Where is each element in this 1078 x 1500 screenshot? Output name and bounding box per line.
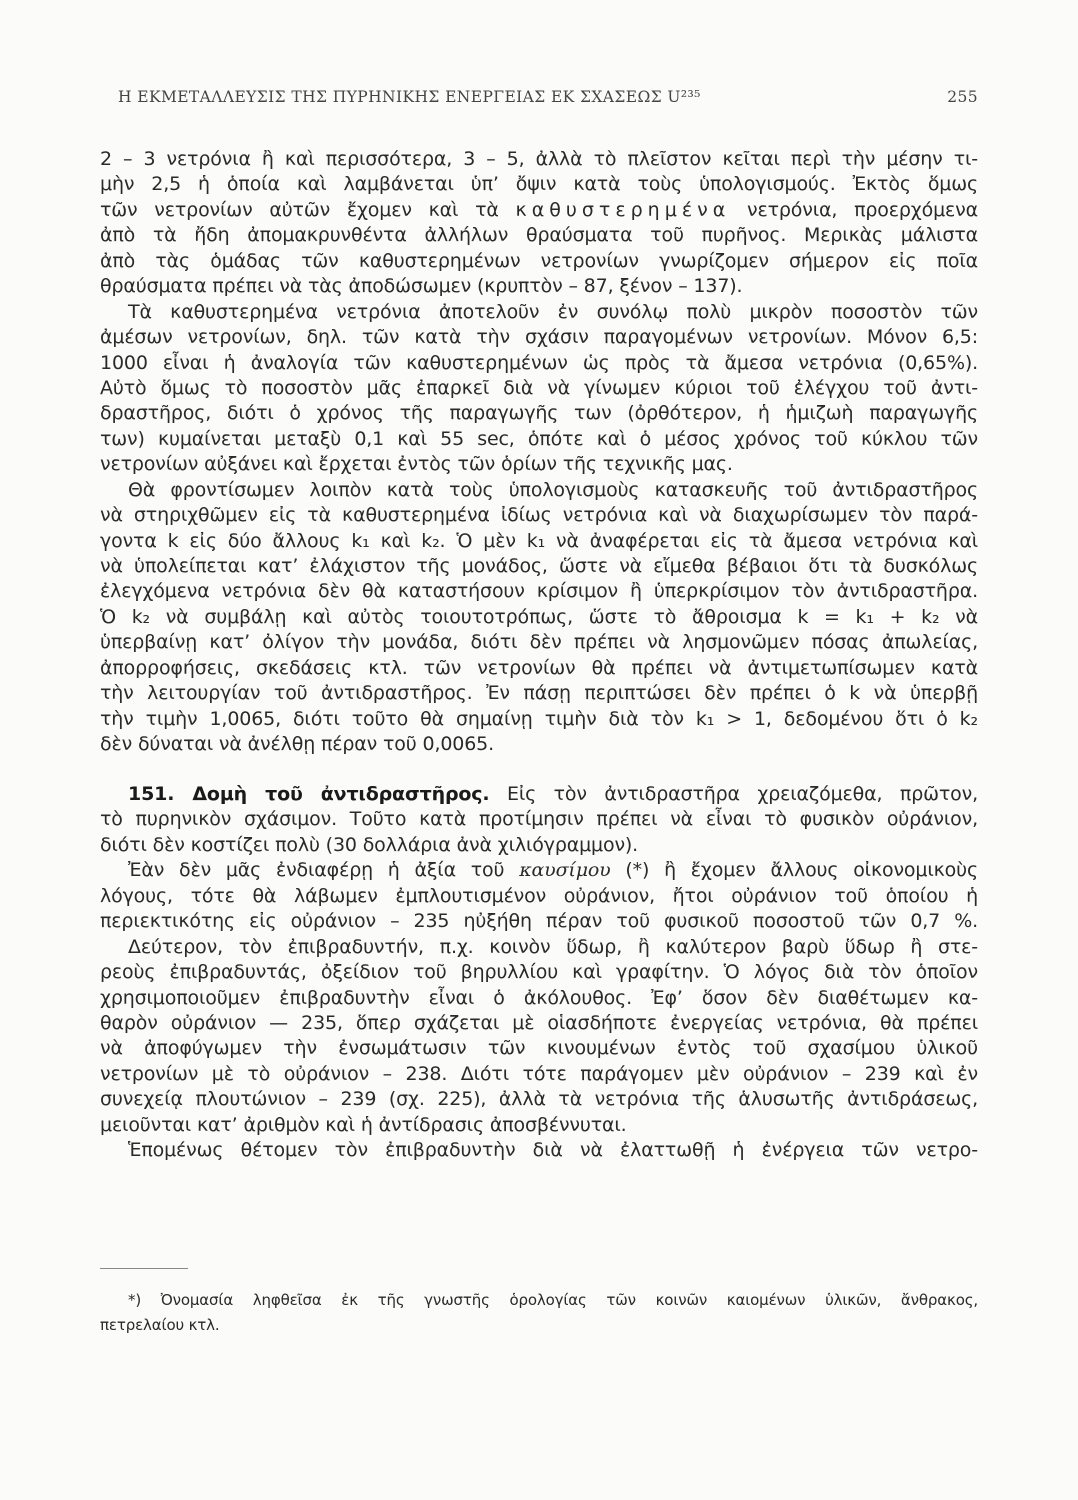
text-run: τὴν λειτουργίαν τοῦ ἀντιδραστῆρος. Ἐν πάσῃ περιπτώσει δὲν πρέπει ὁ k νὰ ὑπερβῇ <box>100 682 978 705</box>
text-run: συνεχείᾳ πλουτώνιον – 239 (σχ. 225), ἀλλὰ τὰ νετρόνια τῆς ἁλυσωτῆς ἀντιδράσεως, <box>100 1088 978 1111</box>
text-run: νὰ ὑπολείπεται κατ’ ἐλάχιστον τῆς μονάδος, ὥστε νὰ εἴμεθα βέβαιοι ὅτι τὰ δυσκόλως <box>100 555 978 577</box>
text-line <box>100 630 978 655</box>
text-run: Θὰ φροντίσωμεν λοιπὸν κατὰ τοὺς ὑπολογισμοὺς κατασκευῆς τοῦ ἀντιδραστῆρος <box>128 478 978 501</box>
text-line <box>100 833 978 858</box>
text-run: ἀμέσων νετρονίων, δηλ. τῶν κατὰ τὴν σχάσιν παραγομένων νετρονίων. Μόνον 6,5: <box>100 326 978 349</box>
text-line <box>100 732 978 757</box>
text-line <box>100 274 978 299</box>
text-run: γοντα k εἰς δύο ἄλλους k₁ καὶ k₂. Ὁ μὲν k₁ νὰ ἀναφέρεται εἰς τὰ ἄμεσα νετρόνια καὶ <box>100 529 978 552</box>
text-run: δὲν δύναται νὰ ἀνέλθῃ πέραν τοῦ 0,0065. <box>100 733 494 756</box>
text-run: πετρελαίου κτλ. <box>100 1316 220 1334</box>
text-line <box>100 478 978 503</box>
text-line <box>100 198 978 223</box>
text-line <box>100 503 978 528</box>
text-line <box>100 300 978 325</box>
page-number: 255 <box>947 88 978 106</box>
text-run: τὸ πυρηνικὸν σχάσιμον. Τοῦτο κατὰ προτίμησιν πρέπει νὰ εἶναι τὸ φυσικὸν οὐράνιον, <box>100 808 978 831</box>
text-run: τῶν νετρονίων αὐτῶν ἔχομεν καὶ τὰ <box>100 198 516 221</box>
text-run: νὰ ἀποφύγωμεν τὴν ἐνσωμάτωσιν τῶν κινουμένων ἐντὸς τοῦ σχασίμου ὑλικοῦ <box>100 1037 978 1060</box>
text-line <box>100 656 978 681</box>
text-run: χρησιμοποιοῦμεν ἐπιβραδυντὴν εἶναι ὁ ἀκόλουθος. Ἐφ’ ὅσον δὲν διαθέτωμεν κα- <box>100 986 978 1009</box>
text-run: μειοῦνται κατ’ ἀριθμὸν καὶ ἡ ἀντίδρασις ἀποσβέννυται. <box>100 1113 627 1136</box>
text-run: Αὐτὸ ὅμως τὸ ποσοστὸν μᾶς ἐπαρκεῖ διὰ νὰ γίνωμεν κύριοι τοῦ ἐλέγχου τοῦ ἀντι- <box>100 376 978 399</box>
text-line <box>100 782 978 807</box>
text-run: νετρόνια, προερχόμενα <box>730 198 978 221</box>
text-run: 2 – 3 νετρόνια ἢ καὶ περισσότερα, 3 – 5, ἀλλὰ τὸ πλεῖστον κεῖται περὶ τὴν μέσην τι- <box>100 148 978 170</box>
text-run: τὴν τιμὴν 1,0065, διότι τοῦτο θὰ σημαίνῃ τιμὴν διὰ τὸν k₁ > 1, δεδομένου ὅτι ὁ k₂ <box>100 707 978 730</box>
text-run: νὰ στηριχθῶμεν εἰς τὰ καθυστερημένα ἰδίως νετρόνια καὶ νὰ διαχωρίσωμεν τὸν παρά- <box>100 504 978 527</box>
text-line <box>100 807 978 832</box>
text-run: νετρονίων μὲ τὸ οὐράνιον – 238. Διότι τότε παράγομεν μὲν οὐράνιον – 239 καὶ ἐν <box>100 1062 978 1085</box>
section-heading: 151. Δομὴ τοῦ ἀντιδραστῆρος. <box>128 783 490 805</box>
text-run: των) κυμαίνεται μεταξὺ 0,1 καὶ 55 sec, ὁπότε καὶ ὁ μέσος χρόνος τοῦ κύκλου τῶν <box>100 427 978 450</box>
text-line <box>100 605 978 630</box>
text-run: Δεύτερον, τὸν ἐπιβραδυντήν, π.χ. κοινὸν ὕδωρ, ἢ καλύτερον βαρὺ ὕδωρ ἢ στε- <box>128 935 978 958</box>
text-run: ἀπορροφήσεις, σκεδάσεις κτλ. τῶν νετρονίων θὰ πρέπει νὰ ἀντιμετωπίσωμεν κατὰ <box>100 656 978 679</box>
text-line <box>100 986 978 1011</box>
italic-term: καυσίμου <box>519 859 611 882</box>
text-line <box>100 1036 978 1061</box>
text-line <box>100 427 978 452</box>
text-run: (*) ἢ ἔχομεν ἄλλους οἰκονομικοὺς <box>610 859 978 882</box>
text-line <box>100 351 978 376</box>
text-line <box>100 884 978 909</box>
text-run: Τὰ καθυστερημένα νετρόνια ἀποτελοῦν ἐν συνόλῳ πολὺ μικρὸν ποσοστὸν τῶν <box>128 300 978 323</box>
text-line <box>100 960 978 985</box>
text-line <box>100 401 978 426</box>
text-line <box>100 529 978 554</box>
text-line <box>100 1087 978 1112</box>
text-run: Ἑπομένως θέτομεν τὸν ἐπιβραδυντὴν διὰ νὰ ἐλαττωθῇ ἡ ἐνέργεια τῶν νετρο- <box>128 1139 978 1162</box>
text-run: ὑπερβαίνῃ κατ’ ὀλίγον τὴν μονάδα, διότι δὲν πρέπει νὰ λησμονῶμεν πόσας ἀπωλείας, <box>100 631 978 654</box>
footnote-line <box>100 1313 978 1338</box>
text-line <box>100 909 978 934</box>
text-run: ἀπὸ τὰ ἤδη ἀπομακρυνθέντα ἀλλήλων θραύσματα τοῦ πυρῆνος. Μερικὰς μάλιστα <box>100 224 978 247</box>
text-line <box>100 1138 978 1163</box>
emphasized-term: καθυστερημένα <box>515 198 731 221</box>
text-line <box>100 452 978 477</box>
text-run: *) Ὀνομασία ληφθεῖσα ἐκ τῆς γνωστῆς ὁρολογίας τῶν κοινῶν καιομένων ὑλικῶν, ἄνθρακος, <box>128 1291 978 1309</box>
running-title: Η ΕΚΜΕΤΑΛΛΕΥΣΙΣ ΤΗΣ ΠΥΡΗΝΙΚΗΣ ΕΝΕΡΓΕΙΑΣ ΕΚ ΣΧΑΣΕΩΣ U²³⁵ <box>118 88 701 106</box>
text-line <box>100 1113 978 1138</box>
text-run: ἐλεγχόμενα νετρόνια δὲν θὰ καταστήσουν κρίσιμον ἢ ὑπερκρίσιμον τὸν ἀντιδραστῆρα. <box>100 580 978 603</box>
text-line <box>100 579 978 604</box>
text-run: διότι δὲν κοστίζει πολὺ (30 δολλάρια ἀνὰ χιλιόγραμμον). <box>100 833 639 856</box>
text-run: περιεκτικότης εἰς οὐράνιον – 235 ηὐξήθη πέραν τοῦ φυσικοῦ ποσοστοῦ τῶν 0,7 %. <box>100 910 978 933</box>
running-header <box>118 88 978 114</box>
text-line <box>100 681 978 706</box>
text-line <box>100 935 978 960</box>
text-run: νετρονίων αὐξάνει καὶ ἔρχεται ἐντὸς τῶν ὁρίων τῆς τεχνικῆς μας. <box>100 453 733 476</box>
text-line <box>100 325 978 350</box>
text-run: 1000 εἶναι ἡ ἀναλογία τῶν καθυστερημένων ὡς πρὸς τὰ ἄμεσα νετρόνια (0,65%). <box>100 351 978 374</box>
text-line <box>100 376 978 401</box>
text-run: Εἰς τὸν ἀντιδραστῆρα χρειαζόμεθα, πρῶτον, <box>489 783 978 805</box>
text-run: λόγους, τότε θὰ λάβωμεν ἐμπλουτισμένον οὐράνιον, ἤτοι οὐράνιον τοῦ ὁποίου ἡ <box>100 884 978 907</box>
text-run: μὴν 2,5 ἡ ὁποία καὶ λαμβάνεται ὑπ’ ὄψιν κατὰ τοὺς ὑπολογισμούς. Ἐκτὸς ὅμως <box>100 173 978 196</box>
text-run: ἀπὸ τὰς ὁμάδας τῶν καθυστερημένων νετρονίων γνωρίζομεν σήμερον εἰς ποῖα <box>100 249 978 272</box>
footnote-line <box>100 1288 978 1313</box>
footnote-divider <box>100 1268 188 1269</box>
text-line <box>100 554 978 579</box>
text-run: ρεοὺς ἐπιβραδυντάς, ὀξείδιον τοῦ βηρυλλίου καὶ γραφίτην. Ὁ λόγος διὰ τὸν ὁποῖον <box>100 961 978 984</box>
text-line <box>100 172 978 197</box>
text-run: δραστῆρος, διότι ὁ χρόνος τῆς παραγωγῆς των (ὀρθότερον, ἡ ἡμιζωὴ παραγωγῆς <box>100 402 978 425</box>
body-text <box>100 147 978 1164</box>
text-run: θαρὸν οὐράνιον — 235, ὅπερ σχάζεται μὲ οἱασδήποτε ἐνεργείας νετρόνια, θὰ πρέπει <box>100 1011 978 1034</box>
text-line <box>100 249 978 274</box>
text-run: Ἐὰν δὲν μᾶς ἐνδιαφέρῃ ἡ ἀξία τοῦ <box>128 859 520 882</box>
text-line <box>100 1011 978 1036</box>
text-run: Ὁ k₂ νὰ συμβάλῃ καὶ αὐτὸς τοιουτοτρόπως, ὥστε τὸ ἄθροισμα k = k₁ + k₂ νὰ <box>100 605 978 628</box>
text-run: θραύσματα πρέπει νὰ τὰς ἀποδώσωμεν (κρυπτὸν – 87, ξένον – 137). <box>100 275 743 298</box>
text-line <box>100 147 978 172</box>
text-line <box>100 1062 978 1087</box>
text-line <box>100 707 978 732</box>
text-line <box>100 223 978 248</box>
text-line <box>100 858 978 883</box>
footnote <box>100 1288 978 1338</box>
